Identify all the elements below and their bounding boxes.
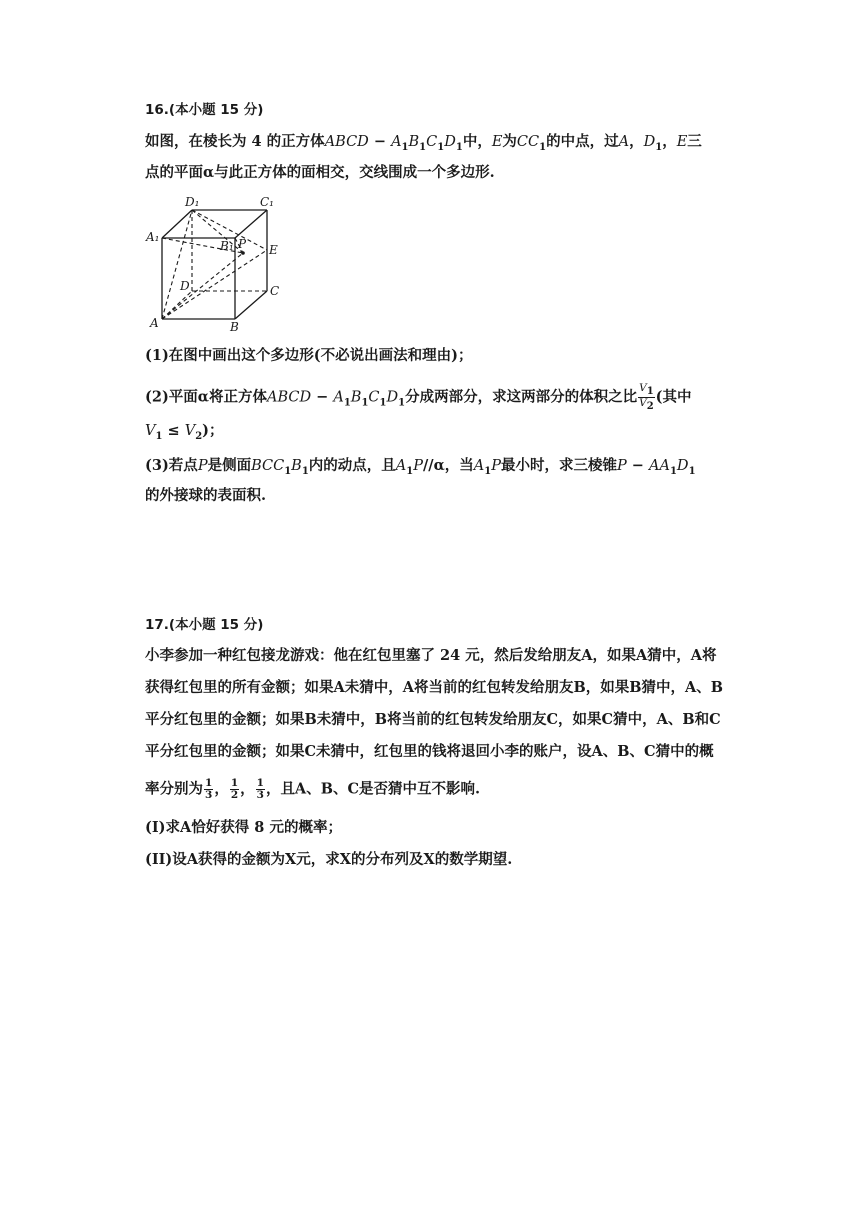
label-A: A <box>150 316 159 330</box>
point-P <box>241 251 245 255</box>
q17-line5: 率分别为 $\frac{1}{3}$ ， $\frac{1}{2}$ ， $\frac{1}{3}$ ，且A、B、C是否猜中互不影响. <box>145 777 481 801</box>
q16-title: 16.(本小题 15 分) <box>145 102 264 118</box>
prob-fraction-b: $\frac{1}{2}$ <box>230 777 239 801</box>
seg-D1P <box>192 210 243 253</box>
q17-line4: 平分红包里的金额；如果C未猜中，红包里的钱将退回小李的账户，设A、B、C猜中的概 <box>145 743 714 760</box>
label-D: D <box>180 279 190 293</box>
q17-title: 17.(本小题 15 分) <box>145 617 264 633</box>
prob-fraction-c: $\frac{1}{3}$ <box>256 777 264 801</box>
edge-BC <box>235 291 267 319</box>
label-B1: B₁ <box>220 239 234 253</box>
edge-AD-hidden <box>162 291 192 319</box>
label-C: C <box>270 284 280 298</box>
label-B: B <box>230 320 239 333</box>
q17-line1: 小李参加一种红包接龙游戏：他在红包里塞了 24 元，然后发给朋友A，如果A猜中，A将 <box>145 647 717 664</box>
label-A1: A₁ <box>146 230 160 244</box>
cube-figure <box>140 193 290 333</box>
label-E: E <box>269 243 278 257</box>
seg-AP <box>162 253 243 319</box>
q16-part2-line2: $V_1 \le V_2$)； <box>145 422 224 442</box>
seg-AE <box>162 250 267 319</box>
q16-part1: (1)在图中画出这个多边形(不必说出画法和理由)； <box>145 347 473 364</box>
label-P: P <box>238 237 247 251</box>
q16-stem-line1: 如图，在棱长为 4 的正方体ABCD − $A_1B_1C_1D_1$中，E为$CC_1$的中点，过A，$D_1$，E三 <box>145 133 702 153</box>
q16-stem-line2: 点的平面α与此正方体的面相交，交线围成一个多边形. <box>145 164 495 181</box>
volume-ratio-fraction: $\frac{V_1}{V_2}$ <box>639 382 654 413</box>
q16-part3-line1: (3)若点P是侧面$BCC_1B_1$内的动点，且$A_1P//\alpha$，当$A_1P$最小时，求三棱锥$P - AA_1D_1$ <box>145 457 696 477</box>
q17-part2: (II)设A获得的金额为X元，求X的分布列及X的数学期望. <box>145 851 513 868</box>
label-C1: C₁ <box>260 195 274 209</box>
q17-line3: 平分红包里的金额；如果B未猜中，B将当前的红包转发给朋友C，如果C猜中，A、B和C <box>145 711 721 728</box>
q16-part2-line1: (2)平面α将正方体ABCD − $A_1B_1C_1D_1$分成两部分，求这两部分的体积之比 $\frac{V_1}{V_2}$ (其中 <box>145 382 692 413</box>
edge-A1D1 <box>162 210 192 238</box>
q16-part3-line2: 的外接球的表面积. <box>145 487 267 504</box>
edge-B1C1 <box>235 210 267 238</box>
prob-fraction-a: $\frac{1}{3}$ <box>205 777 213 801</box>
q17-part1: (I)求A恰好获得 8 元的概率； <box>145 819 342 836</box>
label-D1: D₁ <box>185 195 200 209</box>
q17-line2: 获得红包里的所有金额；如果A未猜中，A将当前的红包转发给朋友B，如果B猜中，A、B <box>145 679 724 696</box>
